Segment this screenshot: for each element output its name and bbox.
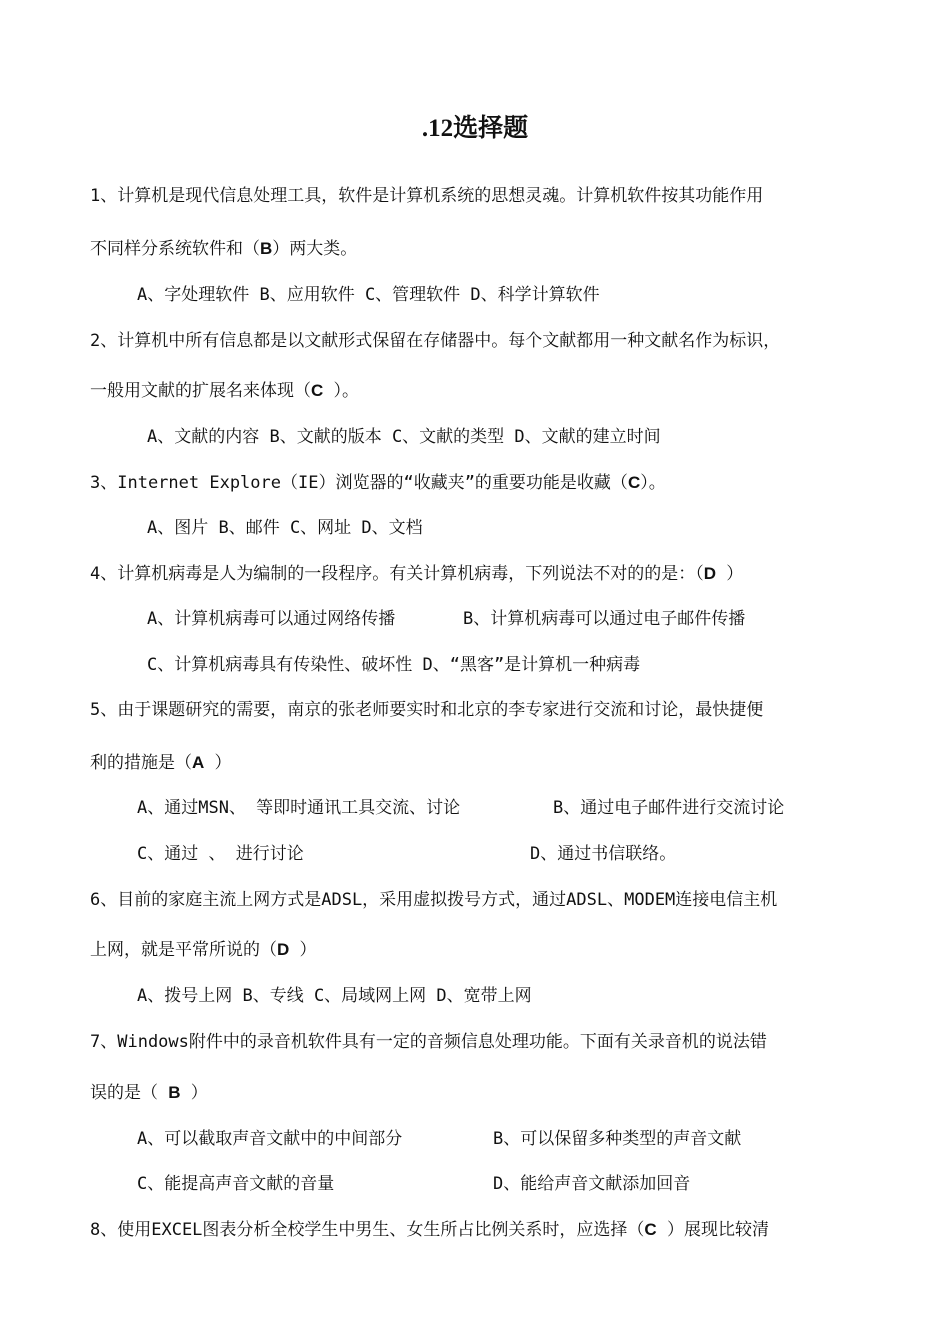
question-2-options: A、文献的内容 B、文献的版本 C、文献的类型 D、文献的建立时间 bbox=[147, 427, 661, 447]
question-7-prefix: 误的是（ bbox=[90, 1083, 169, 1103]
question-2-answer: C bbox=[311, 381, 324, 400]
question-7-text: 7、Windows附件中的录音机软件具有一定的音频信息处理功能。下面有关录音机的说法错 bbox=[90, 1032, 767, 1052]
question-4-option-b: B、计算机病毒可以通过电子邮件传播 bbox=[463, 609, 746, 629]
question-6-text-cont bbox=[90, 935, 317, 960]
question-3-options: A、图片 B、邮件 C、网址 D、文档 bbox=[147, 518, 423, 538]
question-7-option-b: B、可以保留多种类型的声音文献 bbox=[493, 1129, 742, 1149]
question-5-option-b: B、通过电子邮件进行交流讨论 bbox=[553, 798, 785, 818]
question-1-text-cont bbox=[90, 234, 357, 259]
question-3-prefix: 3、Internet Explore（IE）浏览器的“收藏夹”的重要功能是收藏（ bbox=[90, 473, 628, 493]
question-1-prefix: 不同样分系统软件和（ bbox=[90, 239, 260, 259]
question-5-prefix: 利的措施是（ bbox=[90, 753, 192, 773]
question-6-options: A、拨号上网 B、专线 C、局域网上网 D、宽带上网 bbox=[137, 986, 532, 1006]
question-6-prefix: 上网，就是平常所说的（ bbox=[90, 940, 277, 960]
question-8-prefix: 8、使用EXCEL图表分析全校学生中男生、女生所占比例关系时，应选择（ bbox=[90, 1220, 645, 1240]
question-4-option-a: A、计算机病毒可以通过网络传播 bbox=[147, 609, 396, 629]
question-6-answer: D bbox=[277, 940, 290, 959]
question-1-text: 1、计算机是现代信息处理工具，软件是计算机系统的思想灵魂。计算机软件按其功能作用 bbox=[90, 186, 764, 206]
question-7-suffix: ） bbox=[180, 1083, 208, 1103]
page-title: .12选择题 bbox=[421, 115, 529, 142]
question-2-text-cont bbox=[90, 376, 359, 401]
question-4-answer: D bbox=[703, 564, 717, 583]
question-7-option-a: A、可以截取声音文献中的中间部分 bbox=[137, 1129, 403, 1149]
question-5-option-a: A、通过MSN、 等即时通讯工具交流、讨论 bbox=[137, 798, 461, 818]
question-2-prefix: 一般用文献的扩展名来体现（ bbox=[90, 381, 311, 401]
question-5-suffix: ） bbox=[204, 753, 232, 773]
question-5-option-c: C、通过 、 进行讨论 bbox=[137, 844, 304, 864]
question-6-text: 6、目前的家庭主流上网方式是ADSL，采用虚拟拨号方式，通过ADSL、MODEM连接电信主机 bbox=[90, 890, 778, 910]
question-1-options: A、字处理软件 B、应用软件 C、管理软件 D、科学计算软件 bbox=[137, 285, 600, 305]
question-7-option-d: D、能给声音文献添加回音 bbox=[493, 1174, 691, 1194]
question-4-prefix: 4、计算机病毒是人为编制的一段程序。有关计算机病毒，下列说法不对的的是：（ bbox=[90, 564, 704, 584]
question-2-suffix: ）。 bbox=[323, 381, 360, 401]
question-4-suffix: ） bbox=[716, 564, 744, 584]
question-5-text: 5、由于课题研究的需要，南京的张老师要实时和北京的李专家进行交流和讨论，最快捷便 bbox=[90, 700, 764, 720]
question-5-text-cont bbox=[90, 748, 232, 773]
question-8-answer: C bbox=[644, 1220, 657, 1239]
question-2-text: 2、计算机中所有信息都是以文献形式保留在存储器中。每个文献都用一种文献名作为标识， bbox=[90, 331, 781, 351]
question-3-text bbox=[90, 468, 666, 493]
question-8-suffix: ）展现比较清 bbox=[656, 1220, 769, 1240]
question-8-text bbox=[90, 1215, 769, 1240]
question-1-suffix: ）两大类。 bbox=[272, 239, 358, 259]
question-5-answer: A bbox=[192, 753, 205, 772]
question-3-answer: C bbox=[627, 473, 641, 492]
question-4-text bbox=[90, 559, 743, 584]
question-7-text-cont bbox=[90, 1078, 208, 1103]
question-3-suffix: ）。 bbox=[640, 473, 666, 493]
question-1-answer: B bbox=[260, 239, 273, 258]
question-4-options-cd: C、计算机病毒具有传染性、破坏性 D、“黑客”是计算机一种病毒 bbox=[147, 655, 641, 675]
question-7-option-c: C、能提高声音文献的音量 bbox=[137, 1174, 335, 1194]
question-7-answer: B bbox=[168, 1083, 181, 1102]
question-5-option-d: D、通过书信联络。 bbox=[530, 844, 677, 864]
question-6-suffix: ） bbox=[289, 940, 317, 960]
